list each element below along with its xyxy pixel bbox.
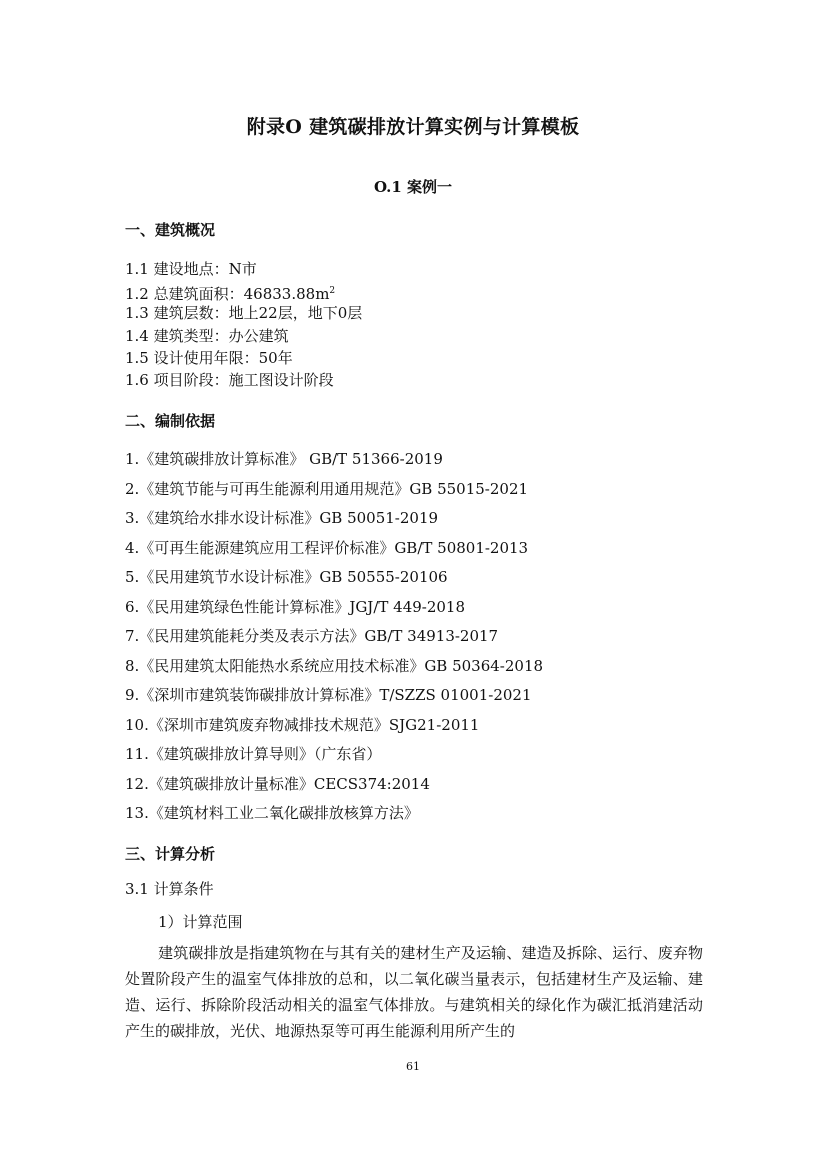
page-title: 附录O 建筑碳排放计算实例与计算模板: [246, 116, 580, 138]
basis-item: 7.《民用建筑能耗分类及表示方法》GB/T 34913-2017: [125, 627, 499, 645]
body-paragraph: 建筑碳排放是指建筑物在与其有关的建材生产及运输、建造及拆除、运行、废弃物处置阶段产生的温室气体排放的总和，以二氧化碳当量表示，包括建材生产及运输、建造、运行、拆除阶段活动相关的温室气体排放。与建筑相关的绿化作为碳汇抵消建活动产生的碳排放，光伏、地源热泵等可再生能源利用所产生的: [125, 944, 703, 1040]
overview-item-lifespan: 1.5 设计使用年限：50年: [125, 349, 293, 367]
page-number: 61: [406, 1060, 420, 1073]
basis-item: 12.《建筑碳排放计量标准》CECS374:2014: [125, 775, 430, 793]
basis-item: 13.《建筑材料工业二氧化碳排放核算方法》: [125, 804, 419, 822]
basis-item: 6.《民用建筑绿色性能计算标准》JGJ/T 449-2018: [125, 598, 466, 616]
basis-item: 4.《可再生能源建筑应用工程评价标准》GB/T 50801-2013: [125, 539, 529, 557]
subsubsection-heading: 1）计算范围: [158, 913, 243, 931]
basis-item: 10.《深圳市建筑废弃物减排技术规范》SJG21-2011: [125, 716, 480, 734]
basis-item: 11.《建筑碳排放计算导则》（广东省）: [125, 745, 382, 763]
overview-item-area: 1.2 总建筑面积：$46833.88m^2$: [125, 285, 336, 303]
overview-item-floors: 1.3 建筑层数：地上22层，地下0层: [125, 304, 363, 322]
subsection-heading: 3.1 计算条件: [125, 880, 214, 898]
overview-item-location: 1.1 建设地点：N市: [125, 260, 257, 278]
overview-item-type: 1.4 建筑类型：办公建筑: [125, 327, 289, 345]
section-heading-analysis: 三、计算分析: [125, 845, 216, 863]
basis-item: 8.《民用建筑太阳能热水系统应用技术标准》GB 50364-2018: [125, 657, 544, 675]
basis-item: 1.《建筑碳排放计算标准》 GB/T 51366-2019: [125, 450, 443, 468]
basis-item: 9.《深圳市建筑装饰碳排放计算标准》T/SZZS 01001-2021: [125, 686, 532, 704]
basis-item: 3.《建筑给水排水设计标准》GB 50051-2019: [125, 509, 439, 527]
basis-item: 5.《民用建筑节水设计标准》GB 50555-20106: [125, 568, 448, 586]
section-heading-overview: 一、建筑概况: [125, 221, 216, 239]
overview-item-stage: 1.6 项目阶段：施工图设计阶段: [125, 371, 334, 389]
case-subtitle: O.1 案例一: [373, 178, 453, 196]
section-heading-basis: 二、编制依据: [125, 412, 216, 430]
basis-item: 2.《建筑节能与可再生能源利用通用规范》GB 55015-2021: [125, 480, 529, 498]
